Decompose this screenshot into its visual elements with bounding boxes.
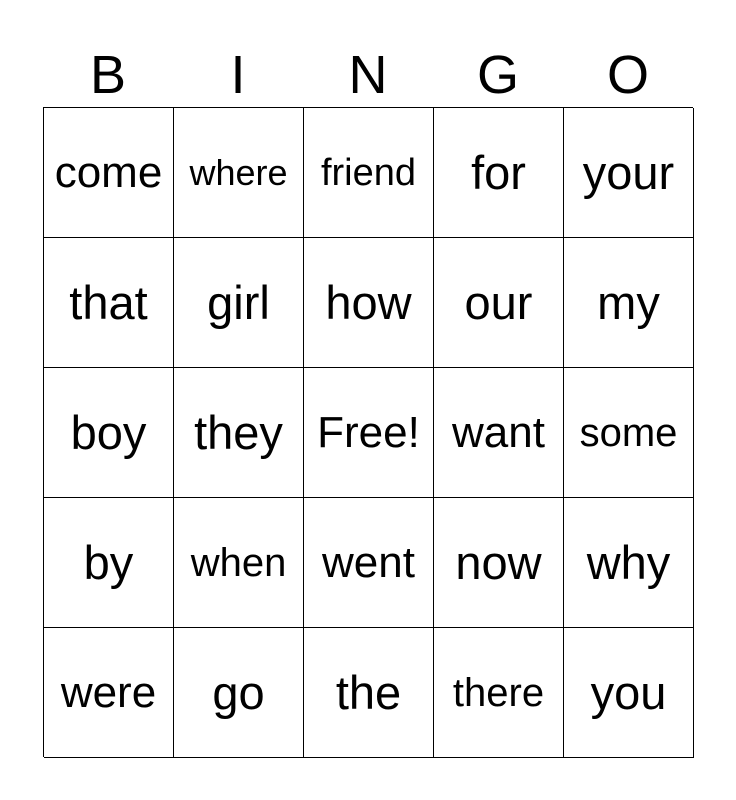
bingo-cell: boy <box>44 368 174 498</box>
header-letter-o: O <box>606 45 649 105</box>
bingo-cell: for <box>434 108 564 238</box>
bingo-cell: girl <box>174 238 304 368</box>
bingo-cell: how <box>304 238 434 368</box>
header-letter-g: G <box>476 45 519 105</box>
bingo-cell: there <box>434 628 564 758</box>
bingo-cell: our <box>434 238 564 368</box>
bingo-cell: my <box>564 238 694 368</box>
free-space: Free! <box>304 368 434 498</box>
header-letter-i: I <box>230 45 246 105</box>
bingo-cell: you <box>564 628 694 758</box>
bingo-cell: some <box>564 368 694 498</box>
bingo-cell: where <box>174 108 304 238</box>
header-letter-n: N <box>348 45 388 105</box>
bingo-cell: want <box>434 368 564 498</box>
bingo-cell: by <box>44 498 174 628</box>
bingo-board <box>43 107 693 757</box>
bingo-cell: go <box>174 628 304 758</box>
bingo-cell: were <box>44 628 174 758</box>
bingo-cell: your <box>564 108 694 238</box>
bingo-cell: went <box>304 498 434 628</box>
bingo-cell: when <box>174 498 304 628</box>
bingo-cell: now <box>434 498 564 628</box>
bingo-cell: the <box>304 628 434 758</box>
bingo-cell: come <box>44 108 174 238</box>
bingo-header <box>43 44 693 106</box>
bingo-cell: that <box>44 238 174 368</box>
bingo-cell: why <box>564 498 694 628</box>
bingo-cell: they <box>174 368 304 498</box>
header-letter-b: B <box>89 45 127 105</box>
bingo-cell: friend <box>304 108 434 238</box>
